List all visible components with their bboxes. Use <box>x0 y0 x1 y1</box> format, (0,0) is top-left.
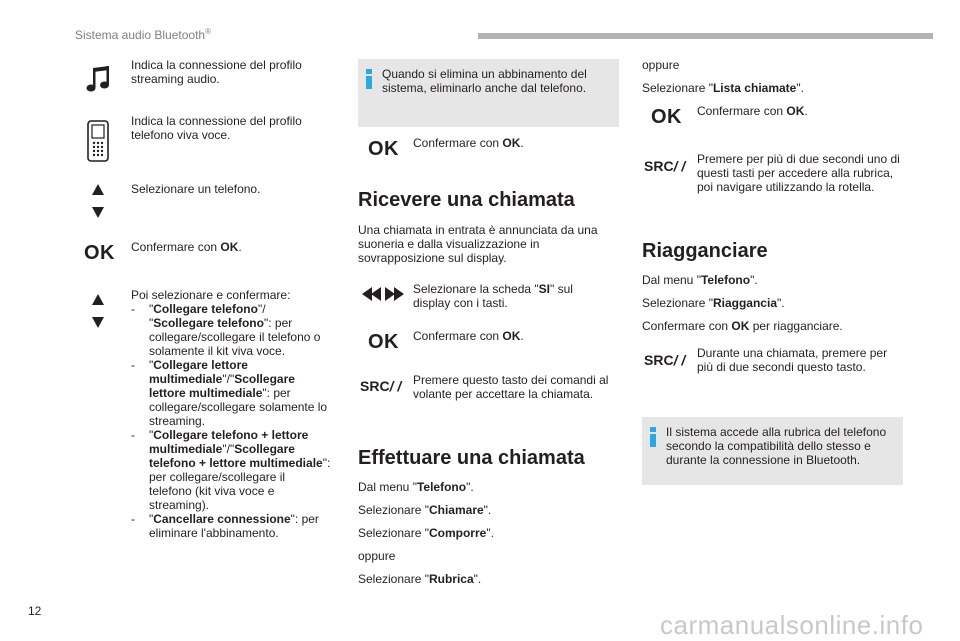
oppure-text: oppure <box>358 549 396 563</box>
up-down-arrows-icon <box>92 184 104 218</box>
list-item: - "Cancellare connessione": per eliminare l'abbinamento. <box>131 512 319 540</box>
arrow-up-icon <box>92 294 104 305</box>
watermark: carmanualsonline.info <box>660 610 924 640</box>
left-right-arrows-icon <box>362 287 404 301</box>
info-text: Il sistema accede alla rubrica del telefono secondo la compatibilità dello stesso e durante la connessione in Bluetooth. <box>666 425 887 467</box>
receive-call-heading: Ricevere una chiamata <box>358 189 575 211</box>
ok-icon: OK <box>651 106 682 128</box>
src-button-icon: SRC/ / <box>360 378 402 394</box>
info-icon <box>366 69 372 89</box>
phone-icon <box>87 120 109 162</box>
confirm-text-2: Confermare con OK. <box>413 329 524 343</box>
select-rubrica-text: Selezionare "Rubrica". <box>358 572 482 586</box>
src-button-icon-2: SRC/ / <box>644 352 686 368</box>
select-tab-text: Selezionare la scheda "SI" sul display con i tasti. <box>413 282 573 310</box>
info-box-delete-pairing <box>358 59 619 127</box>
info-box-phonebook <box>642 417 903 485</box>
info-text: Quando si elimina un abbinamento del sistema, eliminarlo anche dal telefono. <box>382 67 587 95</box>
src-phonebook-text: Premere per più di due secondi uno di questi tasti per accedere alla rubrica, poi navigare utilizzando la rotella. <box>697 152 900 194</box>
make-call-heading: Effettuare una chiamata <box>358 447 585 469</box>
menu-telefono-text: Dal menu "Telefono". <box>642 273 758 287</box>
select-riaggancia-text: Selezionare "Riaggancia". <box>642 296 785 310</box>
options-list <box>131 302 331 540</box>
info-icon <box>650 427 656 447</box>
confirm-text: Confermare con OK. <box>413 136 524 150</box>
music-note-icon <box>84 64 114 94</box>
menu-telefono-text: Dal menu "Telefono". <box>358 480 474 494</box>
list-item: - "Collegare lettore multimediale"/"Scollegare lettore multimediale": per collegare/scollegare solamente lo streaming. <box>131 358 328 428</box>
header-rule <box>478 33 933 39</box>
src-hangup-text: Durante una chiamata, premere per più di due secondi questo tasto. <box>697 346 888 374</box>
options-list-block <box>131 288 331 540</box>
ok-icon: OK <box>84 242 115 264</box>
arrow-down-icon <box>92 207 104 218</box>
page-number: 12 <box>28 604 42 618</box>
confirm-text: Confermare con OK. <box>697 104 808 118</box>
select-phone-text: Selezionare un telefono. <box>131 182 261 196</box>
ok-icon-2: OK <box>368 331 399 353</box>
oppure-text: oppure <box>642 58 680 72</box>
confirm-text: Confermare con OK. <box>131 240 242 254</box>
list-item: - "Collegare telefono"/ "Scollegare telefono": per collegare/scollegare il telefono o solamente il kit viva voce. <box>131 302 321 358</box>
arrow-up-icon <box>92 184 104 195</box>
src-button-icon: SRC/ / <box>644 158 686 174</box>
streaming-profile-text: Indica la connessione del profilo streaming audio. <box>131 58 302 86</box>
select-comporre-text: Selezionare "Comporre". <box>358 526 494 540</box>
page-header <box>75 27 211 42</box>
hang-up-heading: Riagganciare <box>642 240 768 262</box>
src-accept-text: Premere questo tasto dei comandi al volante per accettare la chiamata. <box>413 373 609 401</box>
then-select-text: Poi selezionare e confermare: <box>131 288 291 302</box>
registered-mark: ® <box>205 27 211 36</box>
confirm-hangup-text: Confermare con OK per riagganciare. <box>642 319 843 333</box>
header-title: Sistema audio Bluetooth <box>75 28 206 42</box>
arrow-down-icon <box>92 317 104 328</box>
list-item: - "Collegare telefono + lettore multimediale"/"Scollegare telefono + lettore multimediale": per collegare/scollegare il telefono (kit viva voce e streaming). <box>131 428 331 512</box>
ok-icon: OK <box>368 138 399 160</box>
select-lista-chiamate-text: Selezionare "Lista chiamate". <box>642 81 804 95</box>
phone-profile-text: Indica la connessione del profilo telefono viva voce. <box>131 114 302 142</box>
select-chiamare-text: Selezionare "Chiamare". <box>358 503 492 517</box>
receive-call-intro: Una chiamata in entrata è annunciata da una suoneria e dalla visualizzazione in sovrapposizione sul display. <box>358 223 598 265</box>
up-down-arrows-icon-2 <box>92 294 104 328</box>
